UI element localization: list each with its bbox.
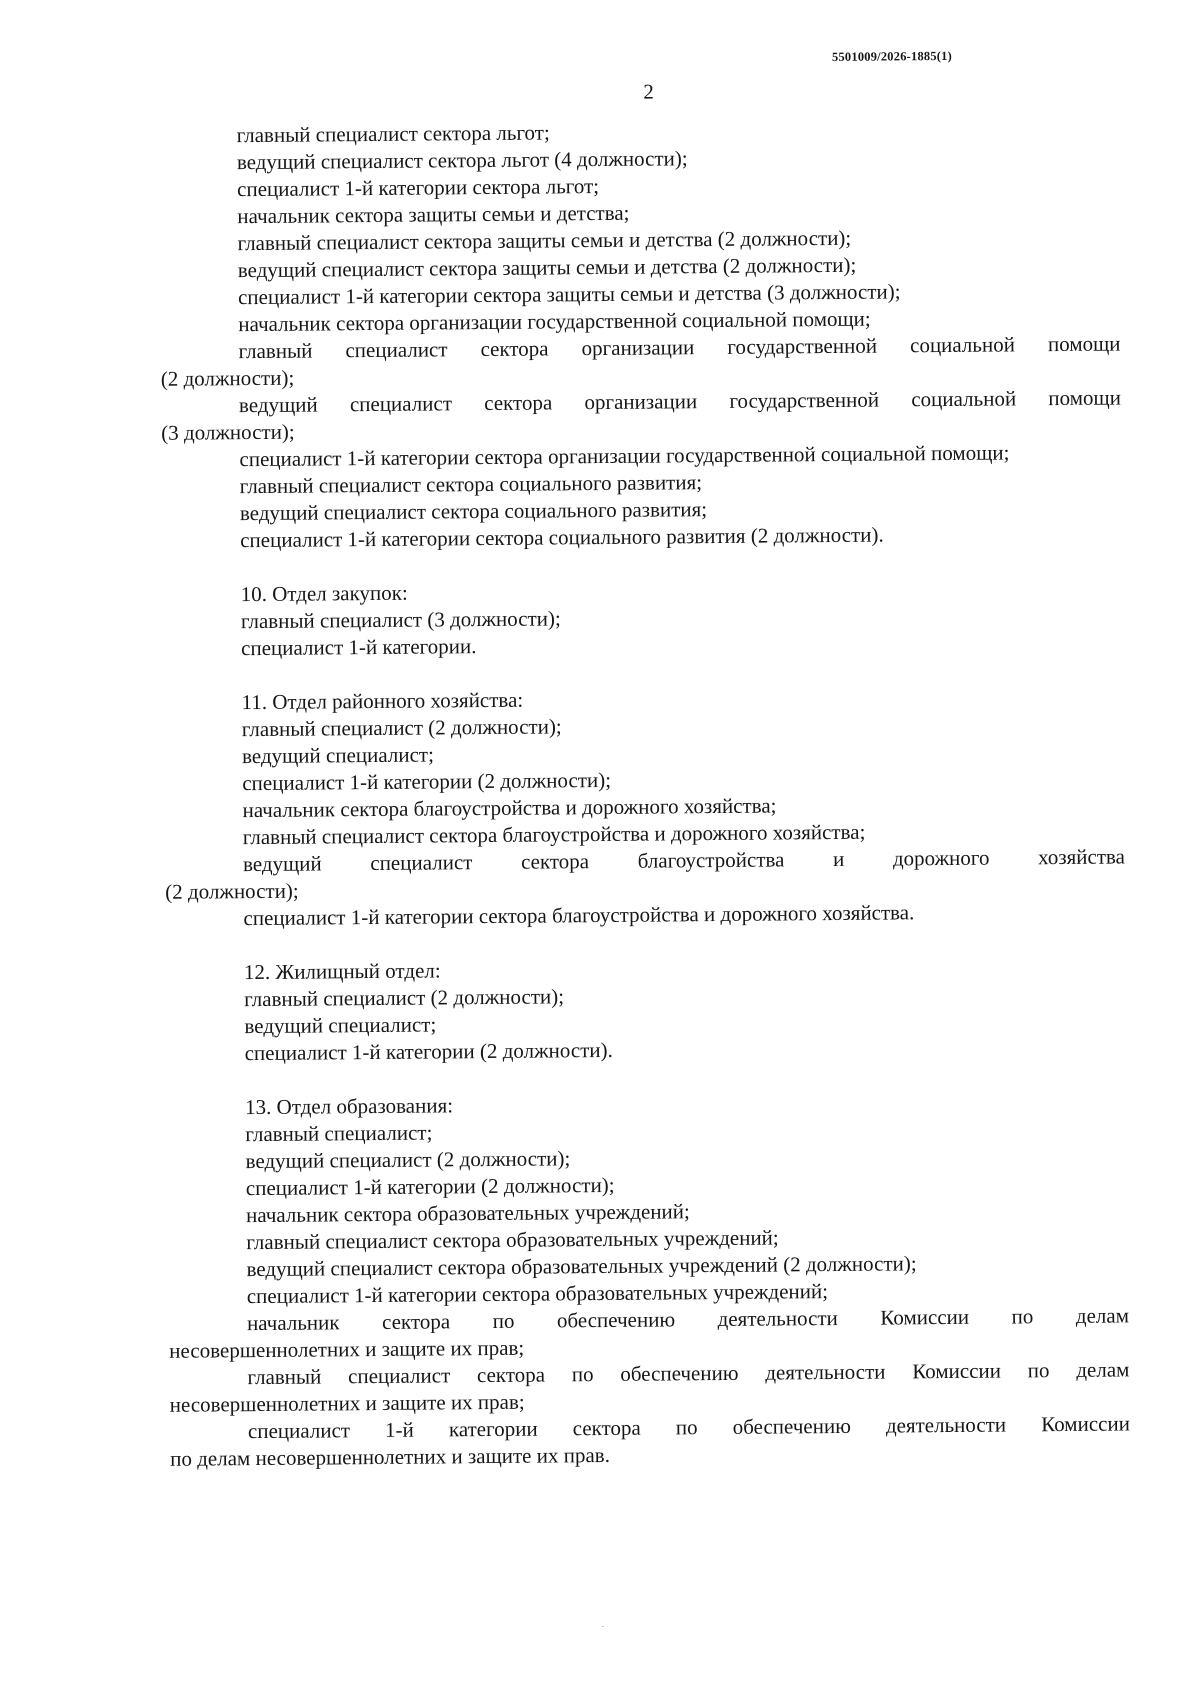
justified-word: деятельности — [765, 1359, 886, 1385]
text-line: ведущий специалист сектора образовательных учреждений (2 должности); — [246, 1251, 917, 1282]
text-line: ведущий специалист сектора льгот (4 должности); — [236, 146, 688, 175]
text-line-continuation: несовершеннолетних и защите их прав; — [169, 1335, 525, 1363]
justified-word: специалист — [349, 391, 453, 417]
justified-word: сектора — [381, 1309, 451, 1334]
text-line-continuation: (3 должности); — [161, 419, 295, 445]
justified-word: главный — [238, 338, 313, 364]
text-line: специалист 1-й категории (2 должности); — [242, 767, 612, 796]
text-line: главный специалист сектора защиты семьи и детства (2 должности); — [237, 225, 852, 256]
justified-word: сектора — [520, 849, 590, 874]
text-line: главный специалист сектора льгот; — [236, 120, 550, 148]
justified-word: начальник — [246, 1310, 340, 1336]
justified-word: социальной — [911, 386, 1017, 412]
justified-word: государственной — [729, 387, 880, 413]
justified-word: 1-й — [384, 1417, 414, 1442]
scan-speck — [602, 1626, 604, 1627]
justified-word: государственной — [727, 333, 878, 359]
text-line: главный специалист сектора социального развития; — [239, 470, 703, 499]
justified-word: Комиссии — [1041, 1411, 1131, 1437]
justified-word: Комиссии — [880, 1304, 970, 1330]
justified-word: по — [571, 1362, 594, 1387]
justified-word: сектора — [480, 336, 549, 362]
text-line: специалист 1-й категории сектора благоустройства и дорожного хозяйства. — [243, 900, 915, 931]
justified-word: по — [1011, 1304, 1034, 1329]
justified-word: ведущий — [238, 392, 318, 418]
justified-word: организации — [584, 389, 698, 415]
text-line-continuation: несовершеннолетних и защите их прав; — [169, 1389, 525, 1417]
text-line: специалист 1-й категории (2 должности); — [245, 1172, 615, 1201]
text-line: начальник сектора образовательных учреждений; — [245, 1199, 690, 1228]
justified-word: обеспечению — [732, 1413, 851, 1439]
text-line: специалист 1-й категории сектора защиты семьи и детства (3 должности); — [237, 279, 901, 310]
justified-word: деятельности — [717, 1305, 838, 1332]
justified-word: деятельности — [885, 1412, 1007, 1438]
section-heading: 10. Отдел закупок: — [240, 580, 408, 607]
justified-word: по — [492, 1308, 515, 1333]
justified-word: и — [832, 846, 845, 871]
text-line: начальник сектора благоустройства и дорожного хозяйства; — [242, 793, 777, 823]
justified-word: сектора — [572, 1415, 641, 1441]
text-line: главный специалист сектора образовательных учреждений; — [246, 1225, 779, 1255]
justified-word: благоустройства — [637, 847, 785, 873]
text-line-continuation: (2 должности); — [160, 365, 295, 391]
justified-word: по — [675, 1415, 698, 1440]
text-line: ведущий специалист сектора социального развития; — [239, 497, 708, 526]
text-line: специалист 1-й категории сектора организации государственной социальной помощи; — [239, 440, 1010, 472]
justified-word: помощи — [1048, 385, 1121, 411]
justified-word: по — [1027, 1358, 1050, 1383]
text-line: специалист 1-й категории сектора льгот; — [237, 174, 600, 202]
justified-word: обеспечению — [556, 1307, 676, 1333]
justified-word: специалист — [345, 337, 448, 363]
text-line-continuation: (2 должности); — [165, 878, 299, 904]
justified-word: дорожного — [892, 845, 990, 871]
text-line: главный специалист (3 должности); — [240, 606, 561, 634]
text-line: начальник сектора организации государственной социальной помощи; — [238, 306, 871, 337]
text-line-continuation: по делам несовершеннолетних и защите их прав. — [170, 1442, 610, 1471]
text-line: главный специалист (2 должности); — [244, 984, 565, 1012]
text-line: начальник сектора защиты семьи и детства; — [237, 200, 630, 229]
justified-word: сектора — [476, 1362, 546, 1388]
justified-word: сектора — [484, 390, 553, 416]
text-line: специалист 1-й категории (2 должности). — [244, 1037, 613, 1066]
justified-word: специалист — [247, 1418, 351, 1444]
justified-word: главный — [247, 1364, 322, 1390]
section-heading: 11. Отдел районного хозяйства: — [241, 687, 524, 715]
justified-word: специалист — [370, 850, 473, 876]
text-line: специалист 1-й категории сектора социального развития (2 должности). — [240, 522, 884, 553]
justified-word: обеспечению — [620, 1360, 739, 1386]
justified-word: Комиссии — [912, 1358, 1002, 1384]
text-line: главный специалист; — [245, 1120, 433, 1147]
justified-word: категории — [448, 1416, 538, 1442]
page-number: 2 — [643, 79, 654, 104]
text-line: специалист 1-й категории. — [241, 634, 477, 661]
text-line: специалист 1-й категории сектора образовательных учреждений; — [246, 1279, 829, 1309]
justified-word: хозяйства — [1037, 844, 1126, 870]
justified-word: организации — [581, 335, 695, 361]
justified-word: делам — [1075, 1303, 1130, 1328]
text-line: ведущий специалист; — [241, 742, 435, 769]
text-line: ведущий специалист; — [244, 1012, 437, 1039]
justified-word: ведущий — [242, 851, 322, 877]
text-line: ведущий специалист сектора защиты семьи и детства (2 должности); — [237, 252, 857, 283]
document-registration-number: 5501009/2026-1885(1) — [831, 48, 953, 64]
justified-word: социальной — [909, 332, 1016, 358]
text-line: главный специалист сектора благоустройства и дорожного хозяйства; — [242, 819, 866, 850]
justified-word: специалист — [348, 1363, 451, 1389]
text-line: главный специалист (2 должности); — [241, 714, 562, 742]
document-body — [159, 114, 1131, 1472]
justified-word: делам — [1076, 1357, 1130, 1382]
text-line: ведущий специалист (2 должности); — [245, 1146, 571, 1174]
justified-word: помощи — [1047, 331, 1121, 357]
section-heading: 13. Отдел образования: — [245, 1093, 454, 1120]
section-heading: 12. Жилищный отдел: — [243, 958, 441, 985]
